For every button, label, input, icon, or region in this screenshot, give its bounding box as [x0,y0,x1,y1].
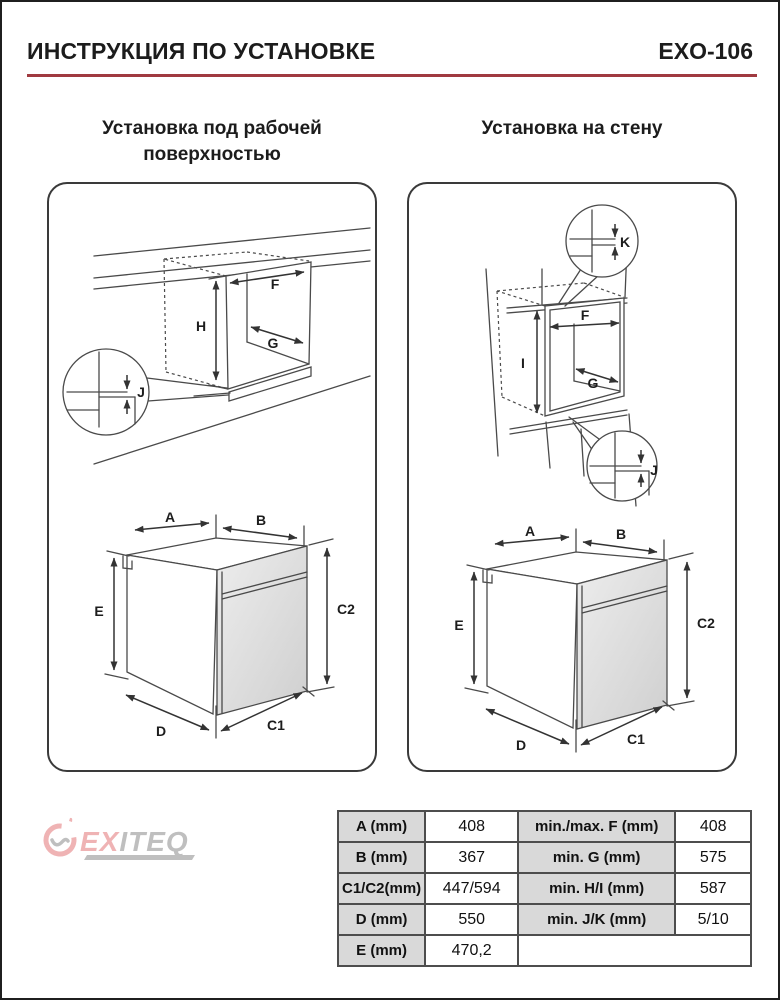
diagram-box-undercounter [47,182,377,772]
table-row [338,873,751,904]
table-cell-label: B (mm) [338,842,425,873]
accent-divider [27,74,757,77]
dim-label-I: I [521,355,525,371]
wall-niche-diagram [409,184,735,770]
table-cell-value: 367 [425,842,518,873]
section-title-wall: Установка на стену [481,118,663,139]
exiteq-logo-text-iteq: ITEQ [119,826,189,857]
section-title-line1: Установка под рабочей [102,118,322,139]
table-row [338,811,751,842]
dim-label-F: F [270,276,280,292]
table-cell-label: min. G (mm) [518,842,675,873]
dim-label-F: F [580,307,590,323]
dim-label-J: J [137,384,145,400]
exiteq-logo-icon [41,818,80,860]
table-cell-value: 408 [425,811,518,842]
exiteq-logo-text [80,826,189,857]
undercounter-niche-diagram [49,184,375,770]
diagram-box-wall [407,182,737,772]
table-cell-value: 550 [425,904,518,935]
table-cell-label: D (mm) [338,904,425,935]
table-cell-value: 408 [675,811,751,842]
dim-label-G: G [587,375,599,391]
table-row [338,842,751,873]
dim-label-J: J [650,462,658,478]
table-cell-label: min./max. F (mm) [518,811,675,842]
table-row [338,935,751,966]
table-cell-label: C1/C2(mm) [338,873,425,904]
exiteq-logo-text-ex: EX [80,826,120,857]
table-cell-empty [518,935,751,966]
table-cell-value: 447/594 [425,873,518,904]
table-cell-value: 470,2 [425,935,518,966]
model-number: EXO-106 [658,38,753,64]
table-cell-label: min. J/K (mm) [518,904,675,935]
section-title-undercounter [47,116,377,167]
table-cell-value: 5/10 [675,904,751,935]
dim-label-G: G [267,335,279,351]
exiteq-logo [40,808,215,870]
page-title: ИНСТРУКЦИЯ ПО УСТАНОВКЕ [27,38,376,64]
table-cell-value: 587 [675,873,751,904]
dimensions-table [337,810,752,967]
table-cell-value: 575 [675,842,751,873]
dim-label-H: H [195,318,207,334]
dim-label-K: K [619,234,631,250]
table-cell-label: min. H/I (mm) [518,873,675,904]
section-title-line2: поверхностью [143,143,281,165]
table-cell-label: E (mm) [338,935,425,966]
table-row [338,904,751,935]
table-cell-label: A (mm) [338,811,425,842]
